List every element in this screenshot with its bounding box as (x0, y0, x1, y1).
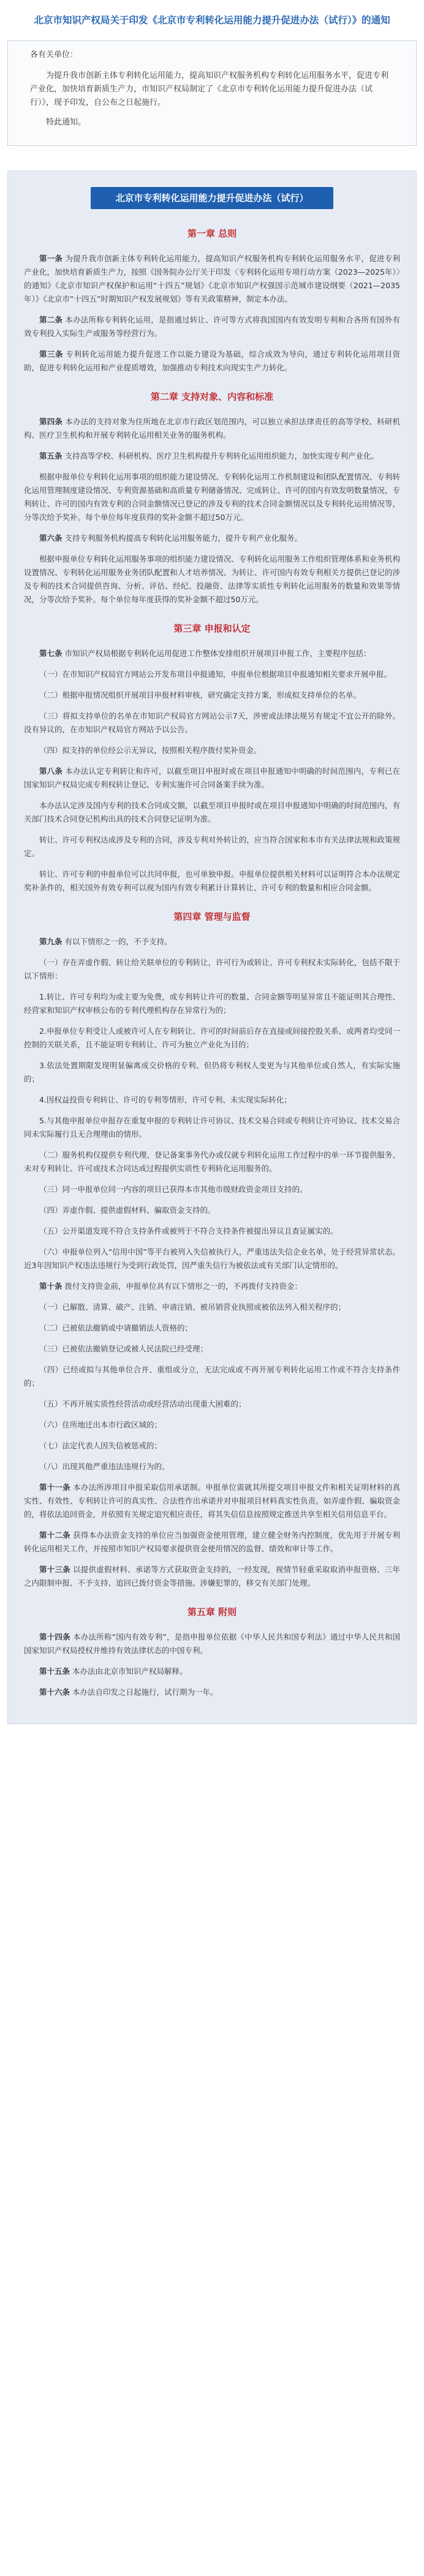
notice-title: 北京市知识产权局关于印发《北京市专利转化运用能力提升促进办法（试行）》的通知 (34, 15, 390, 26)
article-paragraph (24, 1245, 400, 1272)
article-paragraph (24, 709, 400, 736)
article-paragraph (24, 1301, 400, 1314)
article-text: （七）法定代表人因失信被惩戒的； (39, 1441, 162, 1450)
article-paragraph (24, 744, 400, 757)
article-text: 转让、许可专利权达成涉及专利的合同，涉及专利对外转让的，应当符合国家和本市有关法律法规和政策规定。 (24, 835, 400, 858)
article-paragraph (24, 1665, 400, 1678)
article-text: 为提升我市创新主体专利转化运用能力，提高知识产权服务机构专利转化运用服务水平，促进专利产业化，加快培育新质生产力，按照《国务院办公厅关于印发〈专利转化运用专项行动方案（2023—2025年）〉的通知》《北京市知识产权保护和运用“十四五”规划》《北京市知识产权强国示范城市建设纲要（2021—2035年）》《北京市“十四五”时期知识产权发展规划》等有关政策精神，制定本办法。 (24, 254, 400, 304)
document-title: 北京市专利转化运用能力提升促进办法（试行） (91, 187, 333, 209)
article-number: 第十四条 (39, 1632, 70, 1642)
article-text: （三）同一申报单位同一内容的项目已获得本市其他市级财政资金项目支持的。 (39, 1185, 308, 1194)
article-text: （六）住所地迁出本市行政区域的； (39, 1420, 162, 1429)
document-body (24, 225, 400, 1699)
article-paragraph (24, 689, 400, 702)
article-paragraph (24, 1059, 400, 1086)
article-number: 第七条 (39, 649, 62, 658)
article-paragraph (24, 1630, 400, 1657)
article-paragraph (24, 799, 400, 826)
article-paragraph (24, 1225, 400, 1238)
section-divider (7, 146, 417, 170)
article-number: 第五条 (39, 451, 62, 461)
article-paragraph (24, 1204, 400, 1217)
article-text: （一）存在弄虚作假、转让给关联单位的专利转让，许可行为或转让、许可专利权未实际转化，包括不限于以下情形： (24, 958, 400, 980)
article-text: 2.申报单位专利受让人或被许可人在专利转让、许可的时间前后存在直接或间接控股关系、或两者均受同一控制的关联关系，且不能证明专利转让、许可为独立产业化为目的； (24, 1026, 400, 1049)
article-paragraph (24, 765, 400, 792)
article-text: （四）已经或拟与其他单位合并、重组或分立，无法完成或不再开展专利转化运用工作或不符合支持条件的； (24, 1365, 400, 1388)
article-text: 1.转让、许可专利均为或主要为免费，或专利转让许可的数量、合同金额等明显异常且不能证明其合理性、经营家和知识产权审核公布的专利代理机构存在异常行为的； (24, 992, 400, 1015)
article-text: （四）拟支持的单位经公示无异议，按照相关程序拨付奖补资金。 (39, 746, 262, 755)
article-paragraph (24, 415, 400, 442)
article-text: 支持高等学校、科研机构、医疗卫生机构提升专利转化运用组织能力，加快实现专利产业化。 (64, 451, 379, 461)
article-text: 本办法所称“国内有效专利”，是指申报单位依据《中华人民共和国专利法》通过中华人民共和国国家知识产权局授权并维持有效法律状态的中国专利。 (24, 1632, 400, 1655)
chapter-heading: 第二章 支持对象、内容和标准 (150, 391, 274, 402)
article-text: （六）申报单位列入“信用中国”等平台被列入失信被执行人，严重违法失信企业名单，处于经营异常状态。近3年因知识产权违法违规行为受到行政处罚，因严重失信行为被依法或有关部门认定情形的。 (24, 1247, 400, 1270)
article-text: （一）已解散、清算、破产、注销、申请注销、被吊销营业执照或被依法列入相关程序的； (39, 1302, 346, 1312)
article-number: 第十条 (39, 1282, 62, 1291)
article-paragraph (24, 1280, 400, 1293)
article-number: 第六条 (39, 533, 62, 543)
article-text: 4.因权益投资专利转让、许可的专利等情形，许可专利、未实现实际转化； (39, 1095, 292, 1104)
article-paragraph (24, 470, 400, 524)
article-text: 支持专利服务机构提高专利转化运用服务能力，提升专利产业化服务。 (64, 533, 303, 543)
article-number: 第九条 (39, 937, 62, 946)
article-paragraph (24, 552, 400, 606)
article-paragraph (24, 956, 400, 983)
chapter-heading: 第三章 申报和认定 (173, 623, 251, 634)
article-text: 专利转化运用能力提升促进工作以能力建设为基础，综合成效为导向，通过专利转化运用项目资助，促进专利转化运用和产业提质增效，加强推动专利技术向现实生产力转化。 (24, 350, 400, 372)
article-paragraph (24, 647, 400, 660)
article-number: 第二条 (39, 315, 63, 324)
article-paragraph (24, 1439, 400, 1453)
article-number: 第一条 (39, 254, 63, 263)
article-text: （五）不再开展实质性经营活动或经营活动出现重大困难的； (39, 1399, 246, 1408)
article-paragraph (24, 252, 400, 306)
article-paragraph (24, 1563, 400, 1590)
article-number: 第十五条 (39, 1667, 70, 1676)
article-number: 第三条 (39, 350, 63, 359)
article-paragraph (24, 313, 400, 340)
article-paragraph (24, 1481, 400, 1521)
article-text: （一）在市知识产权局官方网站公开发布项目申报通知，申报单位根据项目申报通知相关要求开展申报。 (39, 670, 392, 679)
article-text: （四）弄虚作假、提供虚假材料、骗取资金支持的。 (39, 1206, 216, 1215)
article-text: 有以下情形之一的，不予支持。 (64, 937, 172, 946)
article-number: 第十二条 (39, 1531, 70, 1540)
article-text: 获得本办法资金支持的单位应当加强资金使用管理，建立健全财务内控制度，优先用于开展专利转化运用相关工作，并按照市知识产权局要求提供资金使用情况的监督、绩效和审计等工作。 (24, 1531, 400, 1553)
article-paragraph (24, 449, 400, 463)
article-text: 本办法所称专利转化运用，是指通过转让、许可等方式将我国国内有效发明专利和合各所有国外有效专利投入实际生产或服务等经营行为。 (24, 315, 400, 338)
article-paragraph (24, 1342, 400, 1356)
article-text: 根据申报单位专利转化运用事项的组织能力建设情况、专利转化运用工作机制建设和团队配置情况、专利转化运用管理制度建设情况、专利资源基础和高质量专利储备情况、完成转让、许可的国内有效发明数量情况，专利转让、许可的国内有效专利的合同金额情况已登记的涉及专利的技术合同金额情况以及专利转化运用情况等，分等次给予奖补。每个单位每年度获得的奖补金额不超过50万元。 (24, 472, 400, 522)
article-text: 本办法由北京市知识产权局解释。 (72, 1667, 187, 1676)
article-paragraph (24, 1148, 400, 1175)
article-text: 本办法认定涉及国内专利的技术合同成交额，以截至项目申报时或在项目申报通知中明确的时间范围内，有关部门技术合同登记机构出具的技术合同登记证明为准。 (24, 801, 400, 824)
article-text: （八）出现其他严重违法违规行为的。 (39, 1462, 170, 1471)
article-text: 3.依法处置期限发现明显偏离成交价格的专利、但仍将专利权人变更为与其他单位或自然人，有实际实施的； (24, 1061, 400, 1084)
article-paragraph (24, 1093, 400, 1107)
document (7, 170, 417, 1724)
article-paragraph (24, 1114, 400, 1141)
article-paragraph (24, 833, 400, 860)
article-text: 5.与其他申报单位申报存在重复申报的专利转让许可协议、技术交易合同或专利转让许可协议、技术交易合同未实际履行且无合理理由的情形。 (24, 1116, 400, 1139)
article-paragraph (24, 1025, 400, 1052)
article-text: 本办法自印发之日起施行，试行期为一年。 (72, 1687, 218, 1697)
article-paragraph (24, 935, 400, 949)
article-text: （二）根据申报情况组织开展项目申报材料审核，研究确定支持方案，形成拟支持单位的名单。 (39, 690, 362, 700)
article-paragraph (24, 1363, 400, 1390)
article-paragraph (24, 1460, 400, 1473)
article-text: （二）已被依法撤销或中请撤销法人资格的； (39, 1323, 193, 1332)
article-text: 市知识产权局根据专利转化运用促进工作整体安排组织开展项目申报工作，主要程序包括： (64, 649, 371, 658)
article-text: 拨付支持资金前，申报单位具有以下情形之一的，不再拨付支持资金： (64, 1282, 303, 1291)
chapter-heading: 第五章 附则 (187, 1607, 237, 1618)
notice-body: 为提升我市创新主体专利转化运用能力，提高知识产权服务机构专利转化运用服务水平，促进专利产业化，加快培育新质生产力，市知识产权局制定了《北京市专利转化运用能力提升促进办法（试行）》，现予印发，自公布之日起施行。 (30, 71, 389, 107)
article-number: 第十一条 (39, 1483, 70, 1492)
article-text: 本办法认定专利转让和许可，以截至项目申报时或在项目申报通知中明确的时间范围内，专利已在国家知识产权局完成专利权转让登记、专利实施许可合同备案手续为准。 (24, 766, 400, 789)
article-text: 以提供虚假材料、承诺等方式获取资金支持的，一经发现，视情节轻重采取取消申报资格、三年之内限制申报、不予支持、追回已拨付资金等措施。涉嫌犯罪的，移交有关部门处理。 (24, 1565, 400, 1588)
chapter-heading: 第四章 管理与监督 (173, 911, 251, 922)
article-paragraph (24, 1686, 400, 1699)
article-number: 第四条 (39, 417, 63, 426)
article-text: 根据申报单位专利转化运用服务事项的组织能力建设情况、专利转化运用服务工作组织管理体系和业务机构设置情况、专利转化运用服务业务团队配置和人才培养情况、为转让、许可国内有效专利相关方提供已登记的涉及专利的技术合同提供咨询、分析、评估、经纪、投融资、法律等实质性专利转化运用服务的数量和效果等情况，分等次给予奖补。每个单位每年度获得的奖补金额不超过50万元。 (24, 554, 400, 604)
article-paragraph (24, 532, 400, 545)
article-number: 第十三条 (39, 1565, 70, 1574)
article-paragraph (24, 1418, 400, 1432)
article-text: （二）服务机构仅提供专利代理、登记备案事务代办或仅就专利转化运用工作过程中的单一环节提供服务、未对专利转让、许可或技术合同达成过程提供实质性专利转化运用服务的。 (24, 1150, 400, 1173)
article-number: 第八条 (39, 766, 63, 776)
article-paragraph (24, 348, 400, 375)
article-paragraph (24, 1183, 400, 1196)
article-number: 第十六条 (39, 1687, 70, 1697)
article-paragraph (24, 1397, 400, 1411)
article-paragraph (24, 990, 400, 1017)
notice-closing: 特此通知。 (46, 118, 86, 127)
article-paragraph (24, 868, 400, 895)
article-paragraph (24, 1321, 400, 1335)
article-text: 本办法的支持对象为住所地在北京市行政区划范围内，可以独立承担法律责任的高等学校、科研机构、医疗卫生机构和开展专利转化运用相关业务的服务机构。 (24, 417, 400, 440)
chapter-heading: 第一章 总则 (187, 228, 237, 239)
article-paragraph (24, 668, 400, 681)
notice-box (7, 40, 417, 146)
notice-addressee: 各有关单位： (30, 50, 78, 59)
article-text: （三）将拟支持单位的名单在市知识产权局官方网站公示7天，涉密或法律法规另有规定不宜公开的除外。没有异议的，在市知识产权局官方网站予以公告。 (24, 711, 400, 734)
article-text: 本办法所涉项目申报采取信用承诺制。申报单位需就其所提交项目申报文件和相关证明材料的真实性、有效性、专利转让许可的真实性、合法性作出承诺并对申报项目材料真实性负责。如弄虚作假、骗取资金的，将依法追回资金，并依照有关规定追究相应责任，将其失信信息按照规定推送共享至相关信用信息平台。 (24, 1483, 400, 1519)
article-text: 转让、许可专利的申报单位可以共同申报，也可单独申报。申报单位提供相关材料可以证明符合本办法规定奖补条件的，相关国外有效专利可以视为国内有效专利累计计算转让、许可专利的数量和相应合同金额。 (24, 869, 400, 892)
article-text: （三）已被依法撤销登记或被人民法院已经受理； (39, 1344, 208, 1353)
article-paragraph (24, 1529, 400, 1556)
article-text: （五）公开渠道发现不符合支持条件或被列于不符合支持条件被提出异议且查证属实的。 (39, 1226, 338, 1236)
